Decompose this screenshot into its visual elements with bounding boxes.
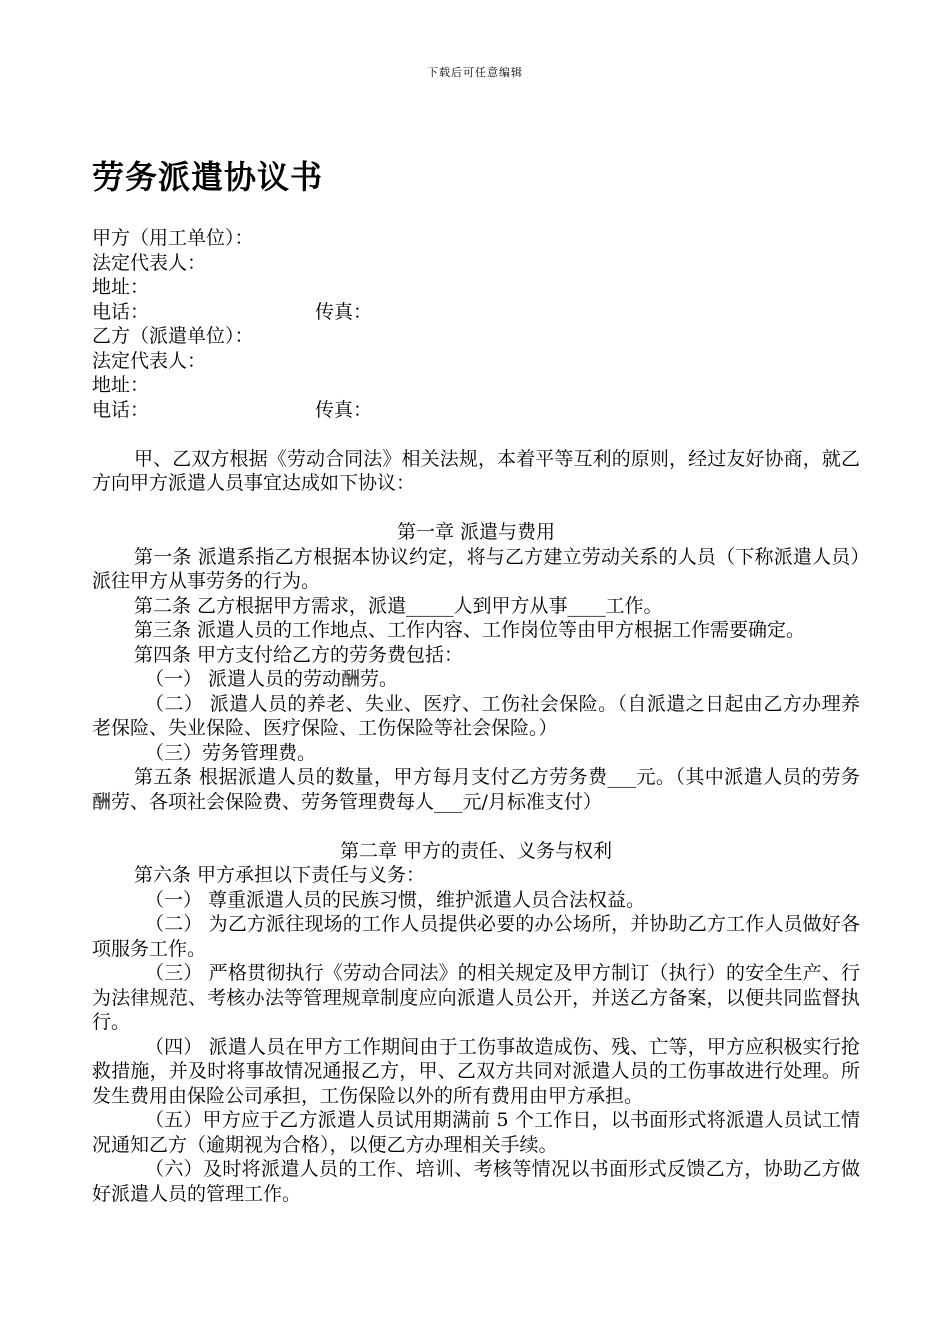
party-b-fax-label: 传真： [315,398,373,421]
article-4-item-3: （三）劳务管理费。 [145,741,317,764]
preamble: 甲、乙双方根据《劳动合同法》相关法规，本着平等互利的原则，经过友好协商，就乙方向甲方派遣人员事宜达成如下协议： [92,447,860,494]
chapter2-heading: 第二章 甲方的责任、义务与权利 [339,839,613,862]
article-6-item-4: （四） 派遣人员在甲方工作期间由于工伤事故造成伤、残、亡等，甲方应积极实行抢救措施，并及时将事故情况通报乙方，甲、乙双方共同对派遣人员的工伤事故进行处理。所发生费用由保险公司承担，工伤保险以外的所有费用由甲方承担。 [92,1035,860,1107]
article-6: 第六条 甲方承担以下责任与义务： [134,864,426,886]
party-a-fax-label: 传真： [315,300,373,323]
article-4: 第四条 甲方支付给乙方的劳务费包括： [134,643,464,666]
article-1: 第一条 派遣系指乙方根据本协议约定，将与乙方建立劳动关系的人员（下称派遣人员）派往甲方从事劳务的行为。 [92,545,860,592]
document-title: 劳务派遣协议书 [92,158,324,196]
party-b-contact-row [92,398,860,423]
article-2: 第二条 乙方根据甲方需求，派遣_____人到甲方从事____工作。 [134,594,663,617]
article-4-item-2: （二） 派遣人员的养老、失业、医疗、工伤社会保险。（自派遣之日起由乙方办理养老保险、失业保险、医疗保险、工伤保险等社会保险。） [92,692,860,739]
party-b-block [92,324,860,422]
party-b-phone-label: 电话： [92,398,150,421]
party-b-address-label: 地址： [92,374,150,396]
party-a-phone-label: 电话： [92,300,150,323]
article-6-item-2: （二） 为乙方派往现场的工作人员提供必要的办公场所，并协助乙方工作人员做好各项服务工作。 [92,913,860,960]
document-body [92,226,860,1206]
article-6-item-6: （六）及时将派遣人员的工作、培训、考核等情况以书面形式反馈乙方，协助乙方做好派遣人员的管理工作。 [92,1158,860,1205]
article-4-item-1: （一） 派遣人员的劳动酬劳。 [145,668,399,690]
article-3: 第三条 派遣人员的工作地点、工作内容、工作岗位等由甲方根据工作需要确定。 [134,619,806,641]
article-6-item-5: （五）甲方应于乙方派遣人员试用期满前 5 个工作日，以书面形式将派遣人员试工情况通知乙方（逾期视为合格），以便乙方办理相关手续。 [92,1109,860,1156]
party-b-rep-label: 法定代表人： [92,349,207,372]
party-a-rep-label: 法定代表人： [92,251,207,274]
article-6-item-3: （三） 严格贯彻执行《劳动合同法》的相关规定及甲方制订（执行）的安全生产、行为法律规范、考核办法等管理规章制度应向派遣人员公开，并送乙方备案，以便共同监督执行。 [92,962,860,1033]
chapter1-heading: 第一章 派遣与费用 [396,521,556,543]
party-b-name-label: 乙方（派遣单位）： [92,325,254,347]
article-6-item-1: （一） 尊重派遣人员的民族习惯，维护派遣人员合法权益。 [145,888,646,911]
header-note: 下载后可任意编辑 [427,66,523,79]
party-a-address-label: 地址： [92,276,150,298]
party-a-block [92,226,860,324]
party-a-contact-row [92,300,860,325]
party-a-name-label: 甲方（用工单位）： [92,227,254,249]
article-5: 第五条 根据派遣人员的数量，甲方每月支付乙方劳务费___元。（其中派遣人员的劳务酬劳、各项社会保险费、劳务管理费每人___元/月标准支付） [92,766,860,813]
